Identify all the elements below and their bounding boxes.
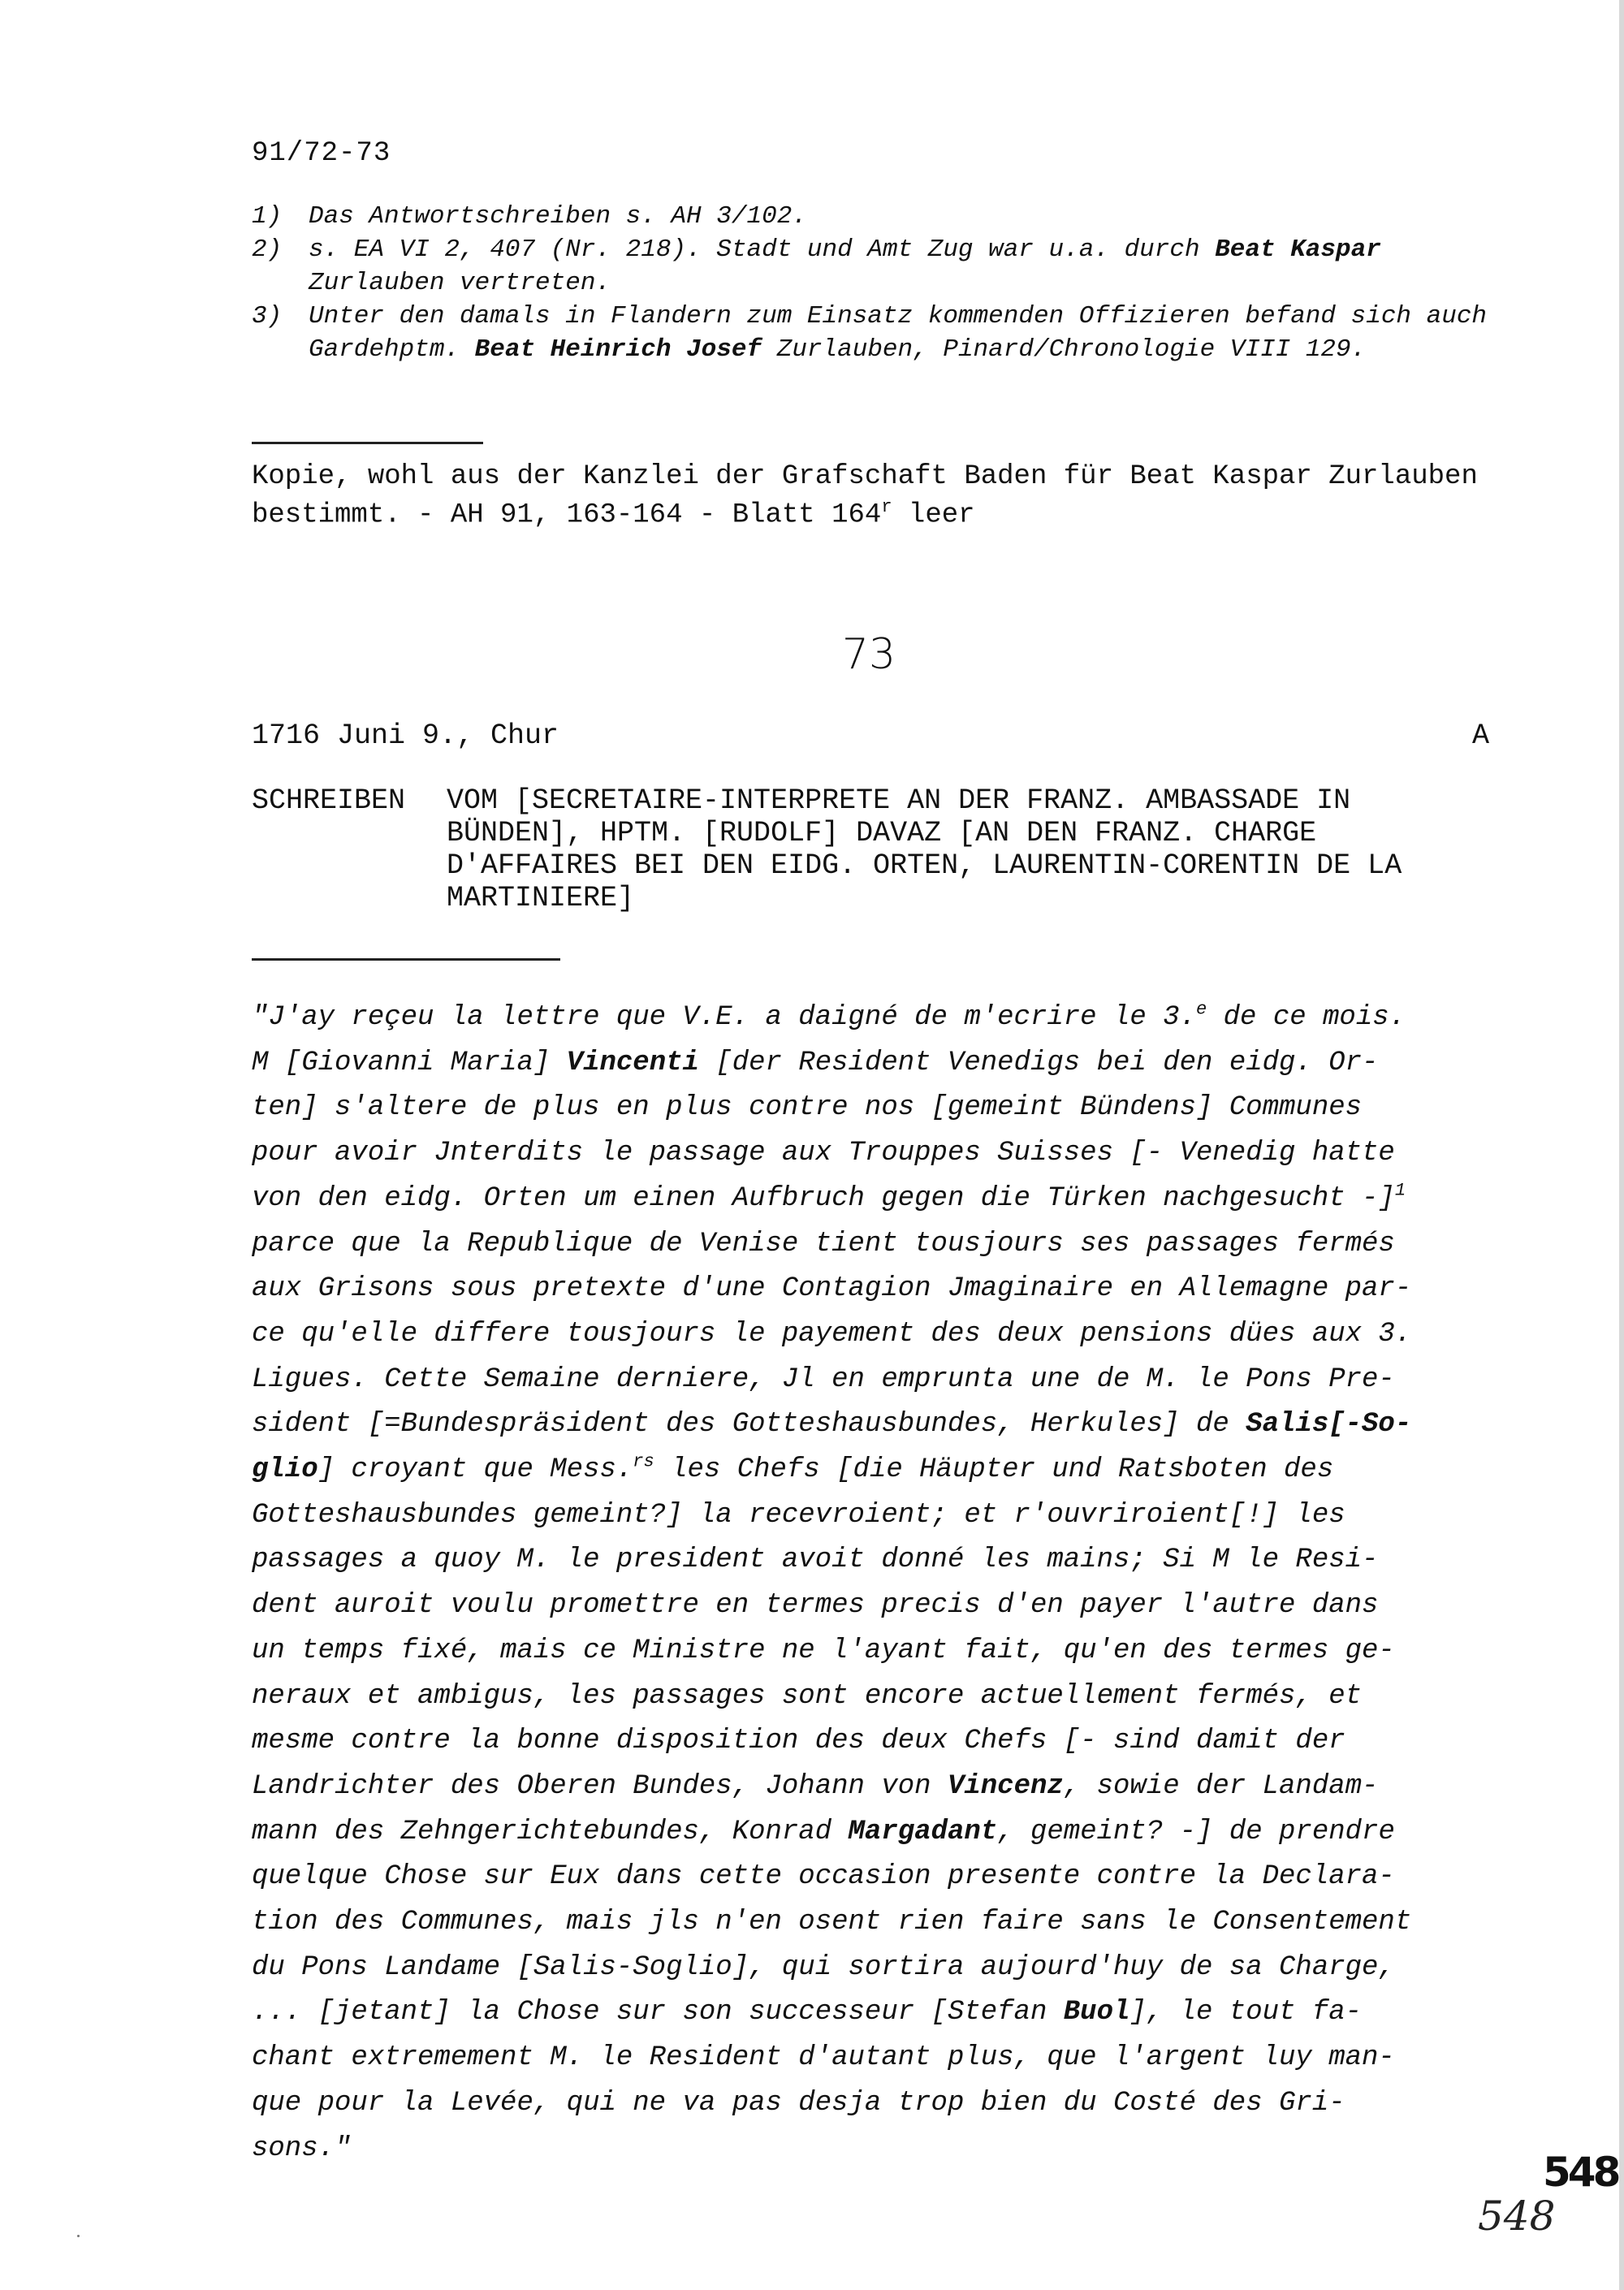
footnote-number: 1) (252, 202, 283, 231)
footnote-text-part: s. EA VI 2, 407 (Nr. 218). Stadt und Amt Zug war u.a. durch (309, 235, 1216, 264)
superscript: e (1196, 999, 1207, 1020)
letter-line (252, 1086, 1506, 1131)
letter-text: un temps fixé, mais ce Ministre ne l'ayant fait, qu'en des termes ge- (252, 1635, 1395, 1666)
letter-text: ], le tout fa- (1129, 1997, 1363, 2029)
footnote-person-name: Beat Heinrich Josef (474, 335, 762, 364)
letter-line (252, 1358, 1506, 1403)
letter-line (252, 1222, 1506, 1268)
letter-text: neraux et ambigus, les passages sont encore actuellement fermés, et (252, 1680, 1363, 1712)
document-number: 73 (841, 630, 896, 679)
letter-line (252, 1584, 1506, 1629)
person-name: glio (252, 1454, 318, 1486)
letter-text: Ligues. Cette Semaine derniere, Jl en emprunta une de M. le Pons Pre- (252, 1363, 1395, 1395)
letter-line (252, 1810, 1506, 1856)
letter-text: chant extremement M. le Resident d'autant plus, que l'argent luy man- (252, 2042, 1395, 2074)
letter-line (252, 1177, 1506, 1222)
letter-text: [der Resident Venedigs bei den eidg. Or- (698, 1047, 1379, 1078)
footnote-2 (252, 233, 1494, 300)
footnotes (252, 200, 1494, 366)
copy-note-text: Kopie, wohl aus der Kanzlei der Grafschaft Baden für Beat Kaspar Zurlauben bestimmt. - AH 91, 163-164 - Blatt 164 (252, 461, 1478, 531)
section-divider (252, 442, 483, 444)
footnote-text-part: Zurlauben vertreten. (309, 269, 611, 297)
letter-line (252, 1990, 1506, 2036)
copy-note (252, 461, 1502, 530)
letter-line (252, 1855, 1506, 1900)
letter-text: du Pons Landame [Salis-Soglio], qui sortira aujourd'huy de sa Charge, (252, 1951, 1395, 1983)
letter-line (252, 996, 1506, 1041)
footnote-text (309, 233, 1494, 300)
letter-text: ce qu'elle differe tousjours le payement des deux pensions dües aux 3. (252, 1318, 1412, 1350)
letter-line (252, 1448, 1506, 1493)
letter-line (252, 1538, 1506, 1584)
footnote-number: 3) (252, 302, 283, 331)
handwritten-page-number: 548 (1478, 2193, 1556, 2240)
person-name: Vincenti (566, 1047, 699, 1078)
letter-divider (252, 958, 560, 961)
letter-line (252, 1267, 1506, 1312)
superscript: rs (633, 1451, 654, 1472)
copy-note-superscript: r (881, 497, 892, 517)
letter-text: sons." (252, 2132, 352, 2164)
letter-line (252, 1041, 1506, 1087)
letter-text: Gotteshausbundes gemeint?] la recevroient; et r'ouvriroient[!] les (252, 1499, 1345, 1531)
footnote-text-part: Unter den damals in Flandern zum Einsatz kommenden Offizieren befand sich auch Gardehptm. (309, 302, 1488, 364)
footnote-text (309, 300, 1494, 366)
date-line (252, 719, 1489, 752)
letter-text: ] croyant que Mess. (317, 1454, 633, 1486)
letter-text: les Chefs [die Häupter und Ratsboten des (654, 1454, 1334, 1486)
footnote-person-name: Beat Kaspar (1215, 235, 1381, 264)
date-place: 1716 Juni 9., Chur (252, 719, 559, 752)
letter-text: parce que la Republique de Venise tient tousjours ses passages fermés (252, 1228, 1395, 1260)
copy-note-text: leer (892, 499, 975, 531)
letter-text: ten] s'altere de plus en plus contre nos [gemeint Bündens] Communes (252, 1092, 1363, 1124)
person-name: Vincenz (947, 1770, 1064, 1802)
letter-line (252, 2081, 1506, 2127)
type-marker: A (1471, 719, 1489, 752)
letter-line (252, 1402, 1506, 1448)
letter-text: passages a quoy M. le president avoit donné les mains; Si M le Resi- (252, 1545, 1379, 1576)
superscript: 1 (1394, 1180, 1406, 1201)
letter-line (252, 2127, 1506, 2172)
letter-text: ... [jetant] la Chose sur son successeur [Stefan (252, 1997, 1064, 2029)
person-name: Buol (1063, 1997, 1130, 2029)
letter-line (252, 1629, 1506, 1674)
letter-text: pour avoir Jnterdits le passage aux Trouppes Suisses [- Venedig hatte (252, 1138, 1395, 1169)
letter-text: , gemeint? -] de prendre (997, 1816, 1395, 1847)
letter-body (252, 996, 1506, 2171)
footnote-3 (252, 300, 1494, 366)
document-heading (252, 784, 1502, 914)
footnote-1 (252, 200, 1494, 233)
reference-number: 91/72-73 (252, 138, 391, 169)
heading-body: VOM [SECRETAIRE-INTERPRETE AN DER FRANZ. AMBASSADE IN BÜNDEN], HPTM. [RUDOLF] DAVAZ [AN DEN FRANZ. CHARGE D'AFFAIRES BEI DEN EIDG. ORTEN, LAURENTIN-CORENTIN DE LA MARTINIERE] (447, 784, 1402, 914)
letter-text: quelque Chose sur Eux dans cette occasion presente contre la Declara- (252, 1861, 1395, 1893)
letter-text: Landrichter des Oberen Bundes, Johann von (252, 1770, 948, 1802)
footnote-number: 2) (252, 235, 283, 264)
footnote-text: Das Antwortschreiben s. AH 3/102. (309, 202, 807, 231)
person-name: Margadant (848, 1816, 998, 1847)
letter-line (252, 1493, 1506, 1539)
letter-text: von den eidg. Orten um einen Aufbruch gegen die Türken nachgesucht -] (252, 1182, 1395, 1214)
letter-text: mann des Zehngerichtebundes, Konrad (252, 1816, 849, 1847)
scan-speck (77, 2235, 80, 2237)
person-name: Salis[-So- (1246, 1409, 1412, 1441)
letter-text: de ce mois. (1207, 1002, 1406, 1033)
stamped-page-number: 548 (1543, 2149, 1618, 2196)
letter-line (252, 1674, 1506, 1720)
letter-text: mesme contre la bonne disposition des deux Chefs [- sind damit der (252, 1726, 1345, 1757)
letter-line (252, 1312, 1506, 1358)
letter-line (252, 1900, 1506, 1946)
letter-line (252, 1765, 1506, 1810)
letter-text: sident [=Bundespräsident des Gotteshausbundes, Herkules] de (252, 1409, 1246, 1441)
heading-label: SCHREIBEN (252, 784, 406, 817)
letter-line (252, 1946, 1506, 1991)
letter-text: aux Grisons sous pretexte d'une Contagion Jmaginaire en Allemagne par- (252, 1273, 1412, 1305)
letter-line (252, 1131, 1506, 1177)
page-edge (1619, 0, 1624, 2290)
letter-line (252, 2036, 1506, 2081)
letter-line (252, 1719, 1506, 1765)
footnote-text-part: Zurlauben, Pinard/Chronologie VIII 129. (762, 335, 1367, 364)
letter-text: , sowie der Landam- (1063, 1770, 1379, 1802)
letter-text: tion des Communes, mais jls n'en osent rien faire sans le Consentement (252, 1907, 1412, 1938)
letter-text: dent auroit voulu promettre en termes precis d'en payer l'autre dans (252, 1590, 1379, 1622)
letter-text: M [Giovanni Maria] (252, 1047, 567, 1078)
letter-text: que pour la Levée, qui ne va pas desja trop bien du Costé des Gri- (252, 2087, 1345, 2119)
letter-text: "J'ay reçeu la lettre que V.E. a daigné de m'ecrire le 3. (252, 1002, 1196, 1033)
